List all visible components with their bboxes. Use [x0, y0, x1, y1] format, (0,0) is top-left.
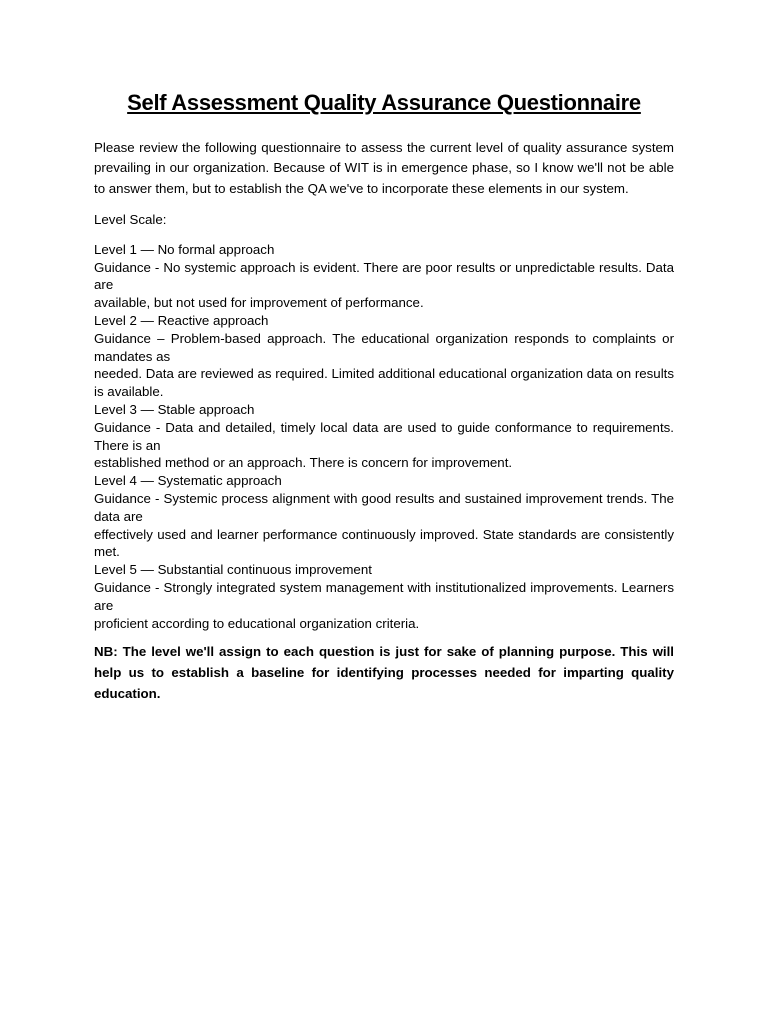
level-list: [94, 241, 674, 633]
level-title: Level 2 — Reactive approach: [94, 313, 269, 329]
level-item-2: [94, 312, 674, 401]
level-title: Level 5 — Substantial continuous improvement: [94, 562, 372, 578]
level-guidance: Guidance - Strongly integrated system management with institutionalized improvements. Learners are: [94, 580, 674, 613]
level-guidance-continued: proficient according to educational organization criteria.: [94, 615, 420, 631]
level-title: Level 3 — Stable approach: [94, 402, 255, 418]
level-item-1: [94, 241, 674, 312]
nb-note: NB: The level we'll assign to each question is just for sake of planning purpose. This will help us to establish a baseline for identifying processes needed for imparting quality education.: [94, 644, 674, 702]
intro-paragraph: Please review the following questionnaire to assess the current level of quality assurance system prevailing in our organization. Because of WIT is in emergence phase, so I know we'll not be able to answer them, but to establish the QA we've to incorporate these elements in our system.: [94, 140, 674, 196]
level-title: Level 4 — Systematic approach: [94, 473, 282, 489]
level-item-3: [94, 401, 674, 472]
level-scale-heading: Level Scale:: [94, 211, 167, 227]
document-title: Self Assessment Quality Assurance Questionnaire: [127, 90, 641, 115]
level-guidance-continued: established method or an approach. There is concern for improvement.: [94, 455, 513, 471]
level-guidance: Guidance - Data and detailed, timely local data are used to guide conformance to requirements. There is an: [94, 419, 674, 453]
level-guidance-continued: needed. Data are reviewed as required. Limited additional educational organization data on results is available.: [94, 366, 674, 400]
level-title: Level 1 — No formal approach: [94, 241, 275, 257]
level-item-4: [94, 472, 674, 561]
level-guidance-continued: available, but not used for improvement of performance.: [94, 295, 424, 311]
level-guidance-continued: effectively used and learner performance continuously improved. State standards are consistently met.: [94, 526, 674, 560]
level-guidance: Guidance - Systemic process alignment with good results and sustained improvement trends. The data are: [94, 491, 674, 524]
level-guidance: Guidance – Problem-based approach. The educational organization responds to complaints or mandates as: [94, 330, 674, 364]
level-item-5: [94, 561, 674, 632]
level-guidance: Guidance - No systemic approach is evident. There are poor results or unpredictable results. Data are: [94, 259, 674, 293]
